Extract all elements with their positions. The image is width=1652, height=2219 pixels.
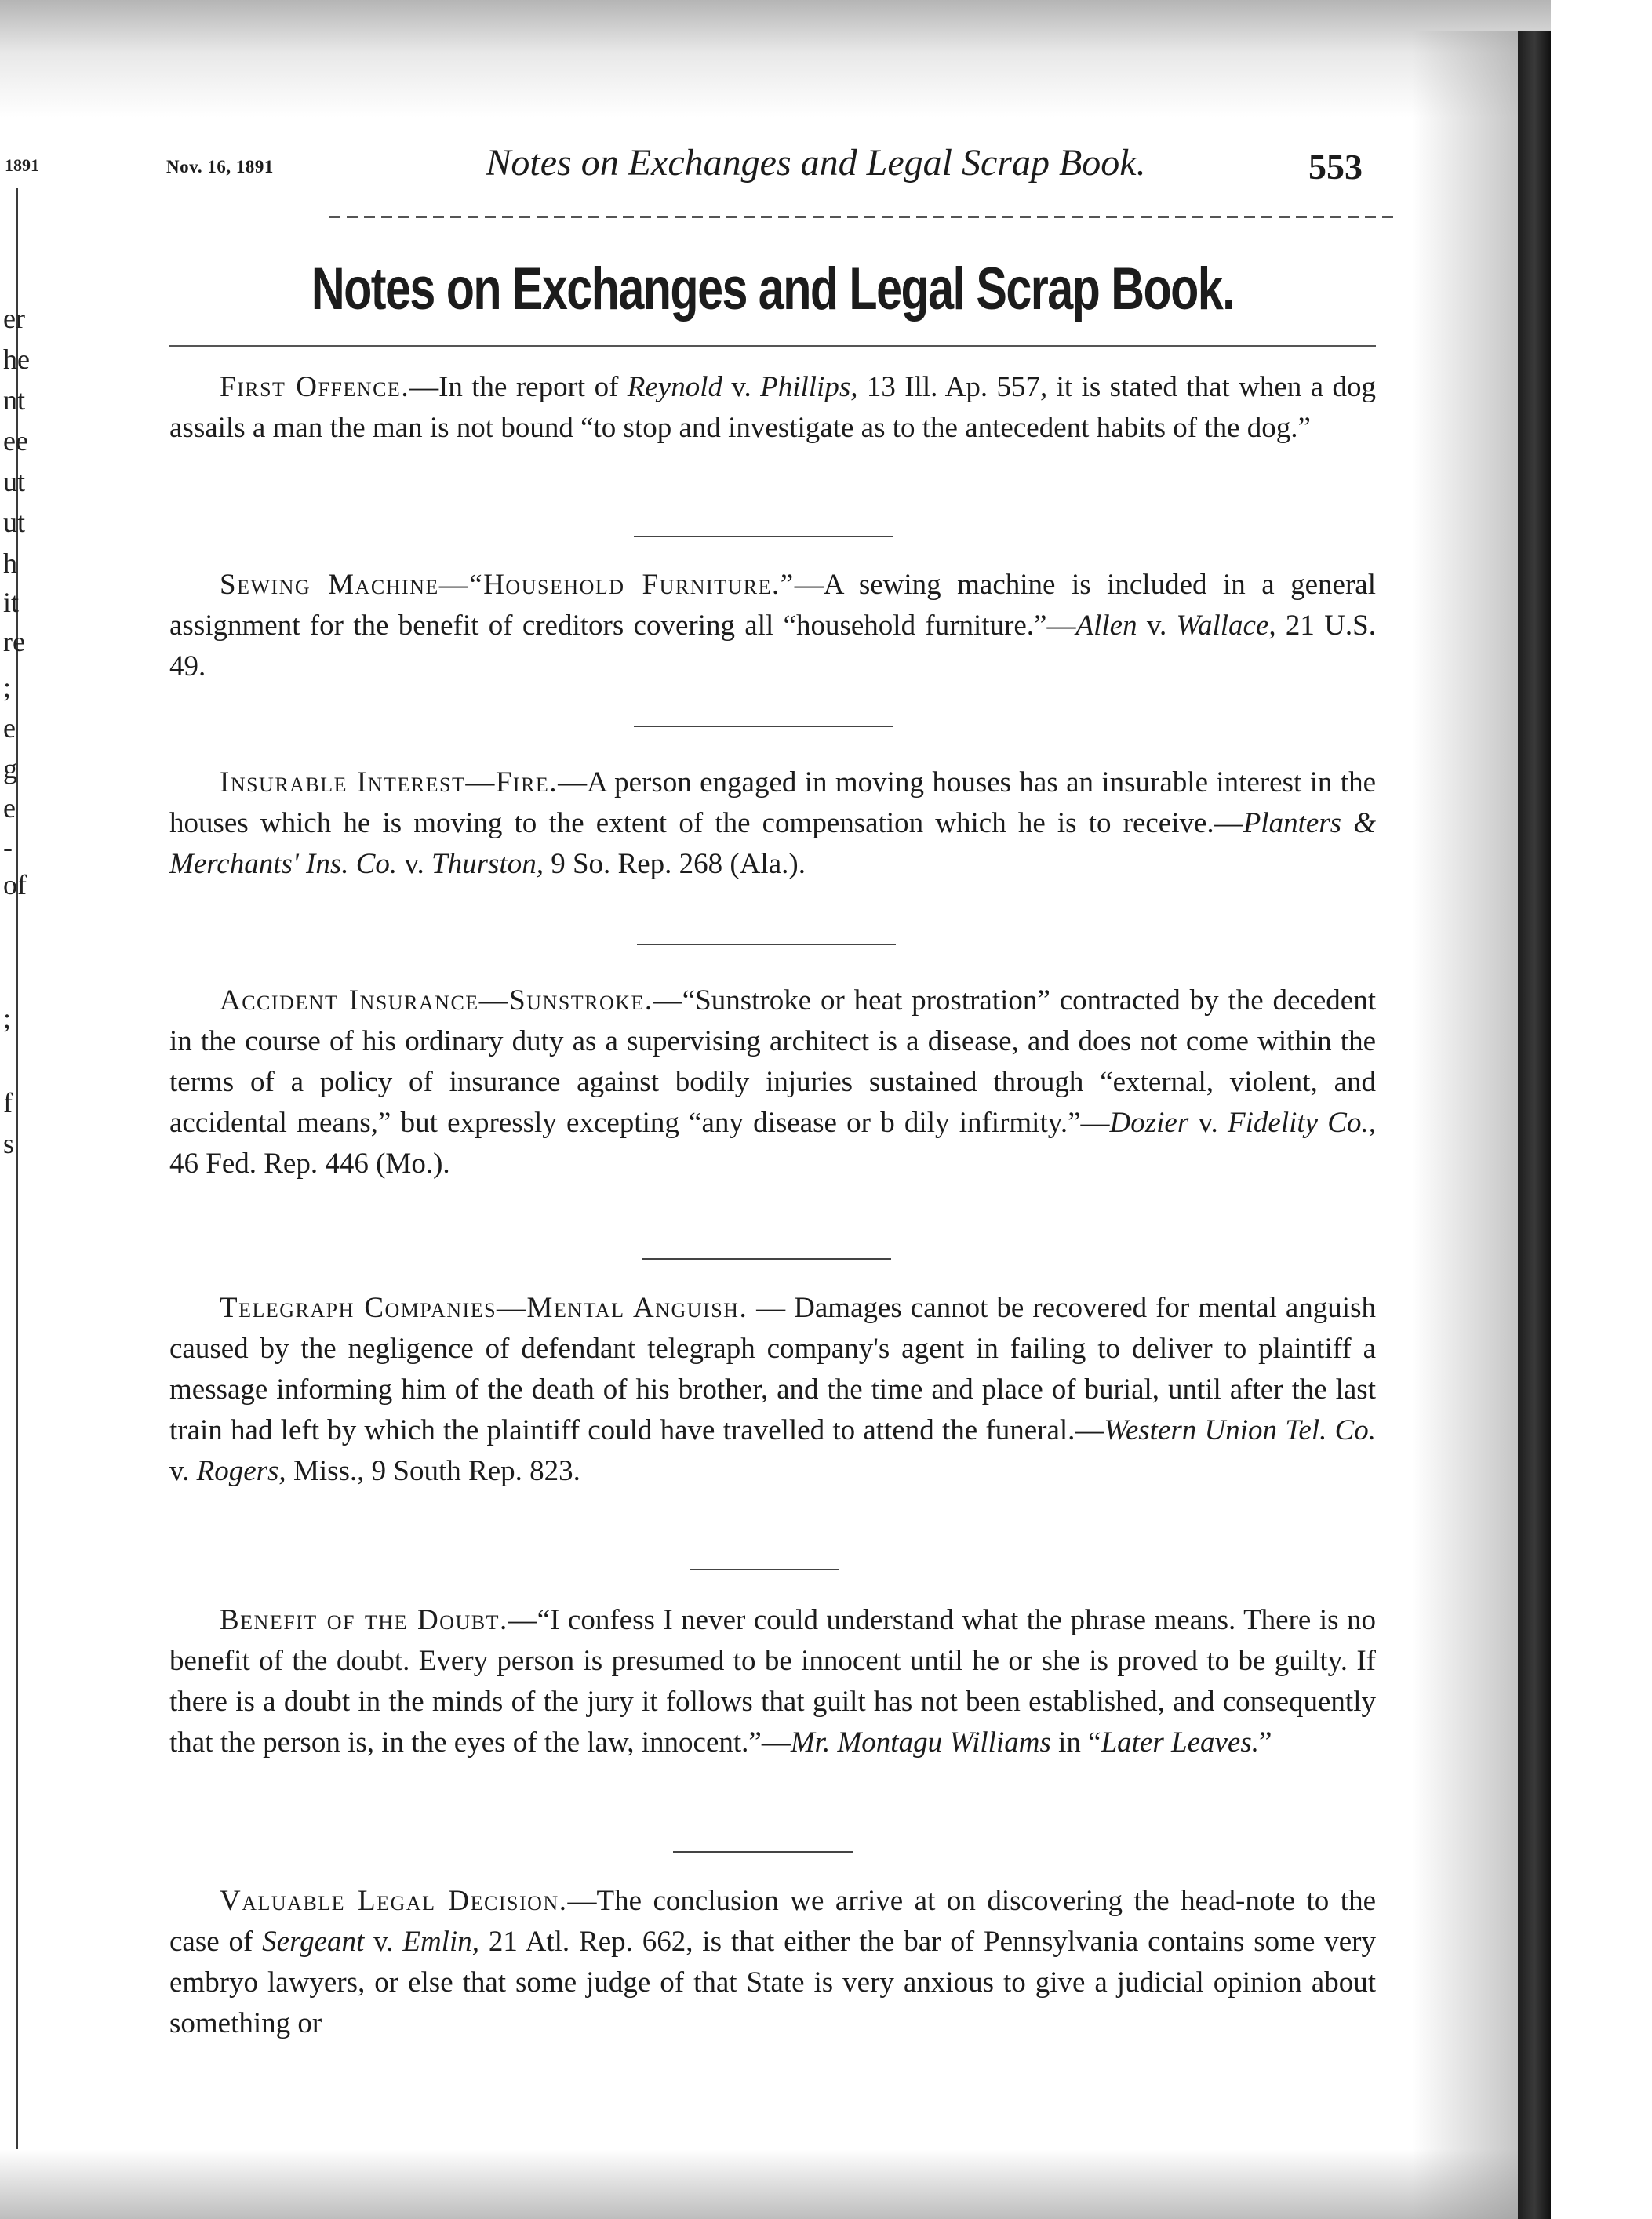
left-page-fragment: e — [3, 712, 16, 744]
entry-heading: Sewing Machine—“Household Furniture.” — [220, 569, 795, 601]
case-party: Thurston, — [431, 848, 544, 880]
left-page-year: 1891 — [5, 155, 39, 175]
entry-text: v. — [364, 1926, 403, 1958]
left-page-fragment: s — [3, 1128, 15, 1159]
case-party: Rogers, — [196, 1455, 286, 1487]
page-title: Notes on Exchanges and Legal Scrap Book. — [311, 256, 1235, 322]
entry-separator — [637, 944, 896, 945]
left-page-fragment: e — [3, 792, 16, 824]
case-party: Sergeant — [262, 1926, 365, 1958]
left-page-fragment: re — [3, 626, 25, 657]
scan-shadow-bottom — [0, 2149, 1652, 2219]
entry-separator — [673, 1851, 853, 1853]
case-party: Allen — [1075, 609, 1137, 642]
entry-separator — [634, 726, 893, 727]
entry-sewing-machine — [169, 565, 1376, 687]
left-page-fragment: ; — [3, 1002, 12, 1034]
title-rule — [169, 345, 1376, 347]
case-party: Western Union Tel. Co. — [1104, 1414, 1376, 1446]
entry-text: v. — [397, 848, 432, 880]
entry-text: —“Sunstroke or heat prostration” contracted by the decedent in the course of his ordinary duty as a supervising architect is a disease, and does not come within the terms of a policy of insurance against bodily injuries sustained through “external, violent, and accidental means,” but expressly excepting “any disease or b dily infirmity.”— — [169, 984, 1376, 1139]
entry-heading: Benefit of the Doubt. — [220, 1604, 508, 1636]
case-party: Mr. Montagu Williams — [790, 1726, 1051, 1759]
left-page-fragment: he — [3, 344, 30, 375]
case-party: Fidelity Co., — [1228, 1107, 1376, 1139]
scan-shadow-top — [0, 0, 1652, 118]
case-party: Phillips, — [760, 371, 858, 403]
entry-insurable-interest — [169, 762, 1376, 885]
entry-text: —In the report of — [409, 371, 628, 403]
left-page-fragment: - — [3, 831, 13, 863]
entry-separator — [642, 1258, 891, 1260]
book-spine — [1518, 31, 1551, 2219]
entry-separator — [690, 1569, 839, 1570]
left-page-fragment: of — [3, 869, 27, 900]
entry-heading: Accident Insurance—Sunstroke. — [220, 984, 653, 1017]
entry-separator — [634, 536, 893, 537]
entry-telegraph-companies — [169, 1288, 1376, 1492]
left-page-fragment: ; — [3, 671, 12, 703]
case-party: Reynold — [627, 371, 722, 403]
entry-first-offence — [169, 367, 1376, 449]
scan-shadow-right — [1412, 31, 1518, 2219]
left-page-fragment: h — [3, 547, 17, 579]
entry-heading: Telegraph Companies—Mental Anguish. — [220, 1292, 748, 1324]
left-page-fragment: f — [3, 1087, 13, 1119]
running-header-title: Notes on Exchanges and Legal Scrap Book. — [486, 142, 1146, 184]
entry-text: 46 Fed. Rep. 446 (Mo.). — [169, 1148, 450, 1180]
entry-heading: Valuable Legal Decision. — [220, 1885, 568, 1917]
case-party: Dozier — [1109, 1107, 1189, 1139]
left-page-fragment: ut — [3, 507, 26, 538]
entry-text: 13 Ill. Ap. 557, it is stated that when a dog assails a man the man is not bound “to stop and investigate as to the antecedent habits of the dog.” — [169, 371, 1376, 444]
left-page-fragment: nt — [3, 384, 26, 416]
left-page-fragment: er — [3, 303, 25, 334]
entry-text: — Damages cannot be recovered for mental anguish caused by the negligence of defendant telegraph company's agent in failing to deliver to plaintiff a message informing him of the death of his brother, and the time and place of burial, until after the last train had left by which the plaintiff could have travelled to attend the funeral.— — [169, 1292, 1376, 1446]
entry-benefit-of-the-doubt — [169, 1600, 1376, 1763]
left-page-fragment: ee — [3, 425, 28, 457]
entry-text: —A person engaged in moving houses has an insurable interest in the houses which he is moving to the extent of the compensation which he is to receive.— — [169, 766, 1376, 839]
entry-text: —The conclusion we arrive at on discovering the head-note to the case of — [169, 1885, 1376, 1958]
header-rule — [329, 216, 1396, 218]
book-title: Later Leaves. — [1101, 1726, 1259, 1759]
page-number: 553 — [1308, 147, 1363, 187]
case-party: Emlin, — [402, 1926, 479, 1958]
running-header-date: Nov. 16, 1891 — [166, 157, 274, 176]
left-page-fragment: g — [3, 753, 17, 784]
entry-text: v. — [722, 371, 761, 403]
entry-text: Miss., 9 South Rep. 823. — [286, 1455, 580, 1487]
entry-text: 21 Atl. Rep. 662, is that either the bar of Pennsylvania contains some very embryo lawyers, or else that some judge of that State is very anxious to give a judicial opinion about something or — [169, 1926, 1376, 2039]
entry-valuable-legal-decision — [169, 1881, 1376, 2044]
entry-text: 9 So. Rep. 268 (Ala.). — [543, 848, 806, 880]
left-page-fragment: it — [3, 587, 20, 618]
entry-text: v. — [1188, 1107, 1228, 1139]
case-party: Wallace, — [1176, 609, 1276, 642]
entry-text: in “ — [1050, 1726, 1101, 1759]
entry-text: —“I confess I never could understand what the phrase means. There is no benefit of the doubt. Every person is presumed to be innocent until he or she is proved to be guilty. If there is a doubt in the minds of the jury it follows that guilt has not been established, and consequently that the person is, in the eyes of the law, innocent.”— — [169, 1604, 1376, 1759]
entry-text: —A sewing machine is included in a general assignment for the benefit of creditors covering all “household furniture.”— — [169, 569, 1376, 642]
left-page-fragment: ut — [3, 466, 26, 497]
entry-text: v. — [169, 1455, 197, 1487]
entry-text: ” — [1259, 1726, 1272, 1759]
case-party: Planters & Merchants' Ins. Co. — [169, 807, 1376, 880]
entry-text: 21 U.S. 49. — [169, 609, 1376, 682]
entry-accident-insurance — [169, 980, 1376, 1184]
entry-heading: Insurable Interest—Fire. — [220, 766, 559, 798]
entry-heading: First Offence. — [220, 371, 410, 403]
page-edge — [1551, 0, 1652, 2219]
entry-text: v. — [1137, 609, 1177, 642]
